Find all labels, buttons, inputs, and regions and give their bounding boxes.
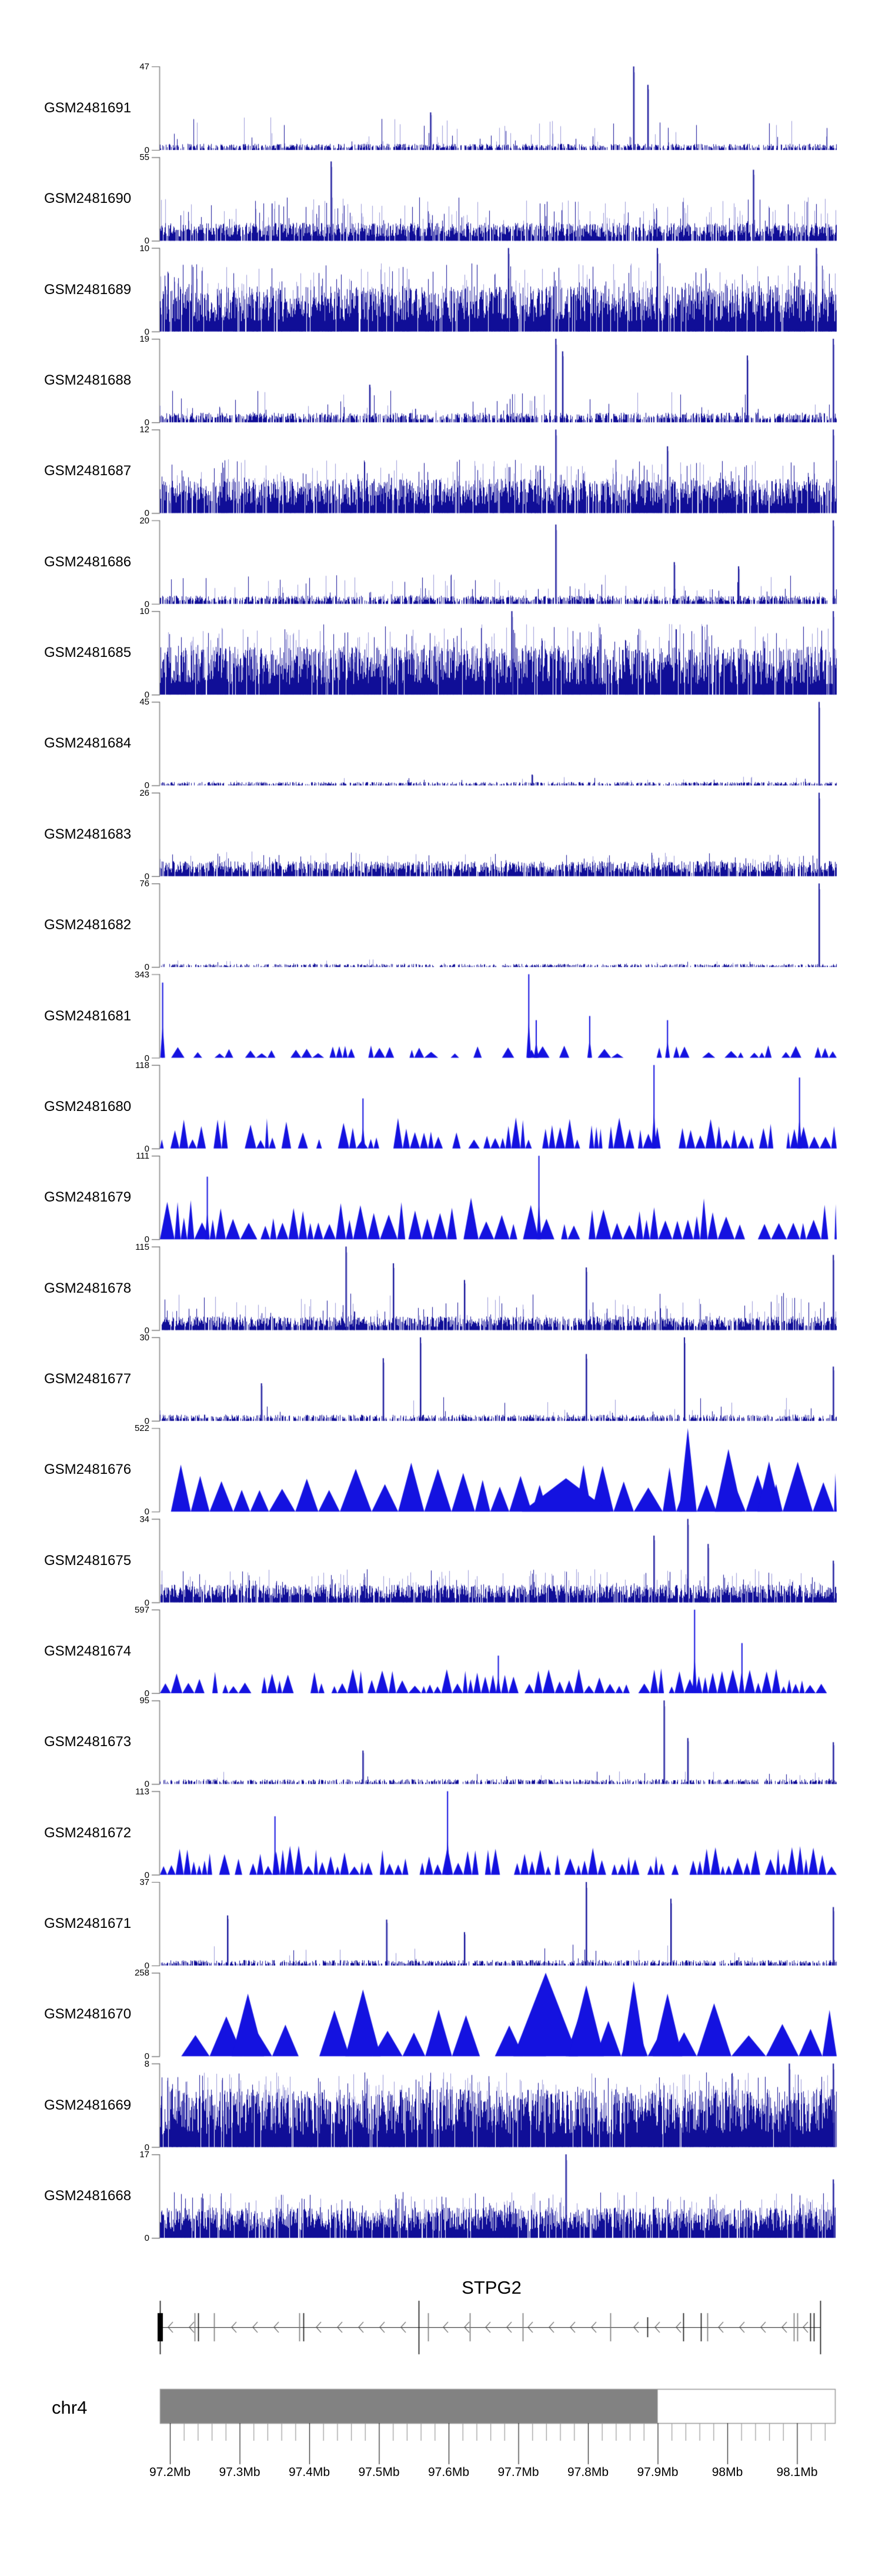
y-axis-zero-label: 0	[144, 1143, 149, 1154]
track-label: GSM2481680	[44, 1098, 132, 1115]
axis-tick-label: 97.7Mb	[497, 2465, 539, 2479]
chromosome-label: chr4	[52, 2397, 88, 2418]
y-axis-max-label: 26	[139, 788, 149, 798]
y-axis-zero-label: 0	[144, 1507, 149, 1517]
track-label: GSM2481679	[44, 1189, 132, 1206]
y-axis-zero-label: 0	[144, 1053, 149, 1063]
y-axis-max-label: 17	[139, 2150, 149, 2160]
y-axis-max-label: 115	[135, 1242, 149, 1252]
y-axis-max-label: 113	[135, 1786, 149, 1797]
track-label: GSM2481674	[44, 1643, 132, 1659]
y-axis-zero-label: 0	[144, 962, 149, 973]
y-axis-max-label: 258	[134, 1968, 149, 1978]
track-label: GSM2481686	[44, 553, 132, 570]
track-label: GSM2481689	[44, 281, 132, 298]
y-axis-max-label: 30	[139, 1332, 149, 1343]
y-axis-max-label: 45	[139, 697, 149, 708]
track-label: GSM2481677	[44, 1370, 132, 1387]
track-label: GSM2481668	[44, 2188, 132, 2204]
y-axis-zero-label: 0	[144, 1597, 149, 1608]
y-axis-max-label: 343	[134, 969, 149, 980]
track-label: GSM2481685	[44, 645, 132, 661]
y-axis-zero-label: 0	[144, 2142, 149, 2153]
track-label: GSM2481672	[44, 1824, 132, 1841]
track-label: GSM2481691	[44, 100, 132, 116]
y-axis-zero-label: 0	[144, 2051, 149, 2062]
y-axis-max-label: 118	[135, 1060, 149, 1070]
track-label: GSM2481682	[44, 917, 132, 933]
y-axis-zero-label: 0	[144, 1416, 149, 1426]
track-label: GSM2481673	[44, 1734, 132, 1750]
y-axis-max-label: 76	[139, 879, 149, 889]
y-axis-zero-label: 0	[144, 508, 149, 519]
y-axis-zero-label: 0	[144, 1325, 149, 1336]
y-axis-zero-label: 0	[144, 871, 149, 882]
track-label: GSM2481681	[44, 1007, 132, 1024]
track-label: GSM2481688	[44, 372, 132, 389]
y-axis-max-label: 111	[136, 1151, 149, 1162]
y-axis-max-label: 95	[139, 1696, 149, 1706]
y-axis-zero-label: 0	[144, 1234, 149, 1245]
y-axis-zero-label: 0	[144, 1779, 149, 1790]
track-label: GSM2481687	[44, 463, 132, 479]
y-axis-max-label: 522	[134, 1423, 149, 1434]
track-label: GSM2481669	[44, 2097, 132, 2113]
y-axis-zero-label: 0	[144, 2233, 149, 2244]
y-axis-zero-label: 0	[144, 236, 149, 246]
y-axis-zero-label: 0	[144, 326, 149, 337]
track-label: GSM2481678	[44, 1280, 132, 1296]
y-axis-zero-label: 0	[144, 418, 149, 428]
axis-tick-label: 97.4Mb	[288, 2465, 330, 2479]
y-axis-max-label: 10	[139, 243, 149, 253]
track-label: GSM2481671	[44, 1916, 132, 1931]
axis-tick-label: 97.5Mb	[358, 2465, 400, 2479]
y-axis-max-label: 55	[139, 152, 149, 163]
axis-tick-label: 97.2Mb	[149, 2465, 191, 2479]
y-axis-zero-label: 0	[144, 1961, 149, 1971]
track-label: GSM2481670	[44, 2006, 132, 2023]
track-label: GSM2481675	[44, 1552, 132, 1569]
axis-tick-label: 98.1Mb	[776, 2465, 818, 2479]
y-axis-max-label: 10	[139, 606, 149, 617]
y-axis-max-label: 8	[144, 2058, 149, 2069]
y-axis-zero-label: 0	[144, 1870, 149, 1880]
track-label: GSM2481684	[44, 735, 132, 752]
y-axis-zero-label: 0	[144, 145, 149, 155]
y-axis-max-label: 19	[139, 334, 149, 345]
y-axis-max-label: 12	[139, 425, 149, 435]
y-axis-zero-label: 0	[144, 780, 149, 791]
y-axis-zero-label: 0	[144, 690, 149, 700]
y-axis-max-label: 34	[139, 1514, 149, 1524]
track-label: GSM2481676	[44, 1461, 132, 1478]
y-axis-max-label: 20	[139, 515, 149, 526]
gene-title: STPG2	[462, 2277, 522, 2298]
axis-tick-label: 98Mb	[711, 2465, 743, 2479]
axis-tick-label: 97.6Mb	[427, 2465, 470, 2479]
y-axis-max-label: 47	[139, 62, 149, 72]
track-label: GSM2481683	[44, 826, 132, 842]
axis-tick-label: 97.3Mb	[219, 2465, 260, 2479]
y-axis-zero-label: 0	[144, 599, 149, 609]
y-axis-max-label: 37	[139, 1877, 149, 1887]
y-axis-max-label: 597	[134, 1604, 149, 1615]
axis-tick-label: 97.9Mb	[637, 2465, 679, 2479]
y-axis-zero-label: 0	[144, 1688, 149, 1699]
axis-tick-label: 97.8Mb	[567, 2465, 609, 2479]
track-label: GSM2481690	[44, 191, 132, 207]
